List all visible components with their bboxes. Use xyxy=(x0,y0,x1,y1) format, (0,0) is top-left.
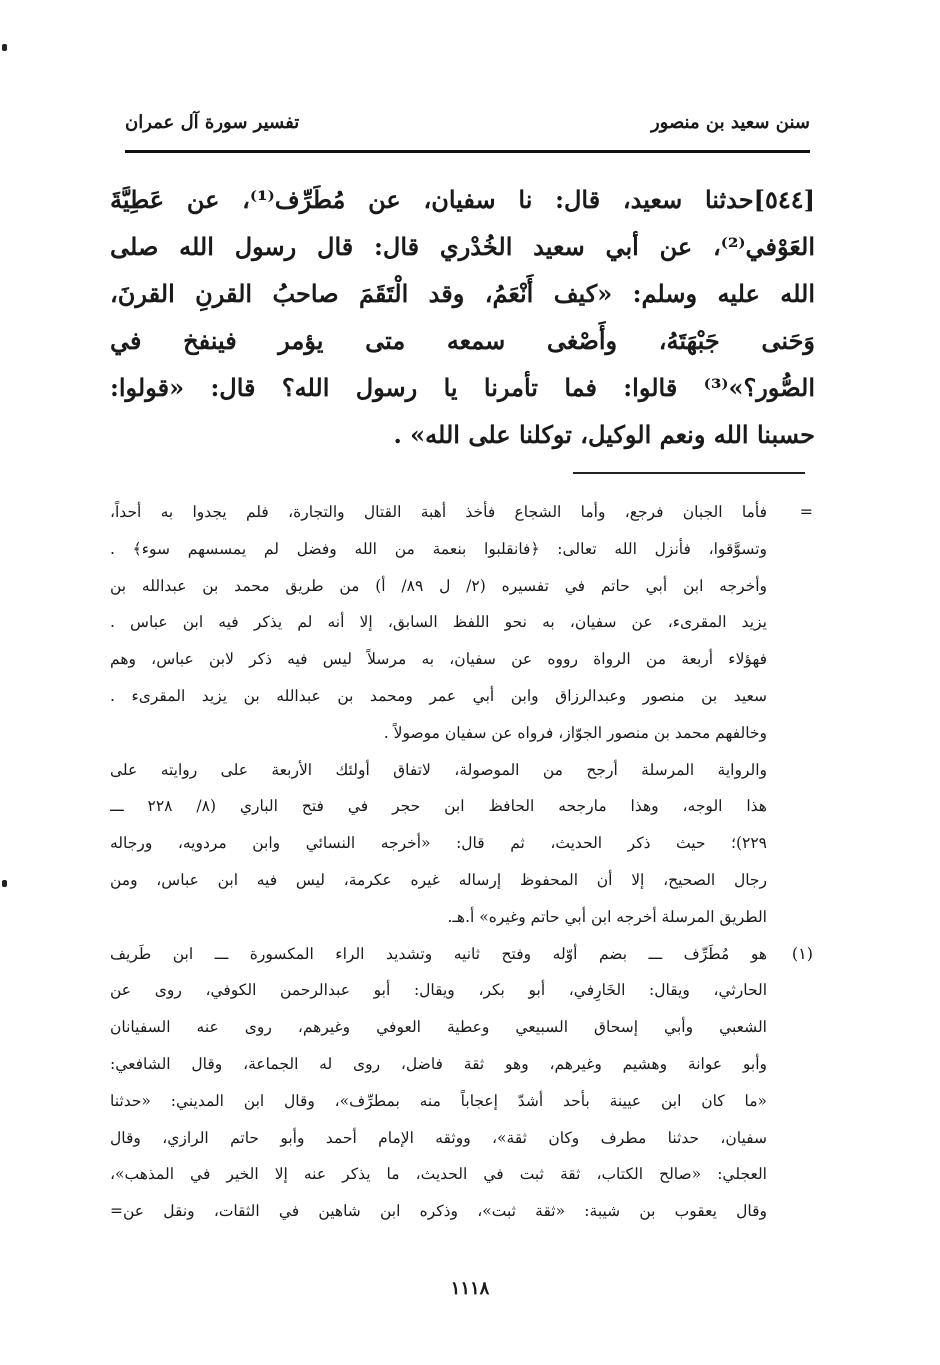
section-title: تفسير سورة آل عمران xyxy=(125,112,300,133)
footnote-line: الطريق المرسلة أخرجه ابن أبي حاتم وغيره» أ.هـ. xyxy=(447,907,767,926)
page-number: ١١١٨ xyxy=(450,1278,490,1299)
footnote-line: وتسوَّقوا، فأنزل الله تعالى: ﴿فانقلبوا بنعمة من الله وفضل لم يمسسهم سوء﴾ . xyxy=(110,539,767,558)
continuation-marker: = xyxy=(799,502,813,521)
header-rule xyxy=(125,150,810,153)
hadith-line: وَحَنى جَبْهَتَهُ، وأَصْغى سمعه متى يؤمر فينفخ في xyxy=(110,326,815,355)
footnotes xyxy=(110,494,815,1230)
footnote-line: وأخرجه ابن أبي حاتم في تفسيره (٢/ ل ٨٩/ أ) من طريق محمد بن عبدالله بن xyxy=(110,576,768,595)
hadith-line: العَوْفي⁽²⁾، عن أبي سعيد الخُدْري قال: قال رسول الله صلى xyxy=(110,232,815,261)
footnote-line: ٢٢٩)؛ حيث ذكر الحديث، ثم قال: «أخرجه النسائي وابن مردويه، ورجاله xyxy=(110,834,767,853)
footnote-line: «ما كان ابن عيينة بأحد أشدّ إعجاباً منه بمطرِّف»، وقال ابن المديني: «حدثنا xyxy=(110,1091,767,1110)
scan-speck xyxy=(2,880,7,887)
footnote-line: سفيان، حدثنا مطرف وكان ثقة»، ووثقه الإمام أحمد وأبو حاتم الرازي، وقال xyxy=(110,1128,767,1147)
footnote-separator xyxy=(573,472,805,474)
footnote-line: (١) هو مُطَرِّف ـــ بضم أوّله وفتح ثانيه وتشديد الراء المكسورة ـــ ابن طَريف xyxy=(110,936,815,973)
footnote-line: الشعبي وأبي إسحاق السبيعي وعطية العوفي وغيرهم، روى عنه السفيانان xyxy=(110,1018,767,1037)
footnote-line: الحارثي، ويقال: الخَارِفي، أبو بكر، ويقال: أبو عبدالرحمن الكوفي، روى عن xyxy=(110,981,767,1000)
scan-speck xyxy=(2,44,7,51)
footnote-line: فهؤلاء أربعة من الرواة رووه عن سفيان، به مرسلاً ليس فيه ذكر لابن عباس، وهم xyxy=(110,650,767,669)
hadith-line: حسبنا الله ونعم الوكيل، توكلنا على الله» . xyxy=(393,420,815,449)
hadith-544 xyxy=(110,176,815,458)
footnote-line: سعيد بن منصور وعبدالرزاق وابن أبي عمر ومحمد بن عبدالله بن يزيد المقرىء . xyxy=(110,686,767,705)
footnote-marker: (١) xyxy=(791,943,813,963)
book-title: سنن سعيد بن منصور xyxy=(650,112,810,133)
footnote-line: والرواية المرسلة أرجح من الموصولة، لاتفاق أولئك الأربعة على روايته على xyxy=(110,760,767,779)
footnote-line: = فأما الجبان فرجع، وأما الشجاع فأخذ أهبة القتال والتجارة، فلم يجدوا به أحداً، xyxy=(110,494,815,531)
footnote-line: وأبو عوانة وهشيم وغيرهم، وهو ثقة فاضل، روى له الجماعة، وقال الشافعي: xyxy=(110,1054,767,1073)
hadith-number: [٥٤٤] xyxy=(753,185,815,214)
footnote-line: رجال الصحيح، إلا أن المحفوظ إرساله غيره عكرمة، ليس فيه ابن عباس، ومن xyxy=(110,870,767,889)
footnote-line: وقال يعقوب بن شيبة: «ثقة ثبت»، وذكره ابن شاهين في الثقات، ونقل عن= xyxy=(110,1202,767,1221)
running-header xyxy=(125,112,810,136)
hadith-line: الصُّور؟»⁽³⁾ قالوا: فما تأمرنا يا رسول الله؟ قال: «قولوا: xyxy=(110,373,815,402)
footnote-line: هذا الوجه، وهذا مارجحه الحافظ ابن حجر في فتح الباري (٨/ ٢٢٨ ـــ xyxy=(110,797,767,816)
footnote-line: العجلي: «صالح الكتاب، ثقة ثبت في الحديث، ما يذكر عنه إلا الخير في المذهب»، xyxy=(110,1165,767,1184)
footnote-line: وخالفهم محمد بن منصور الجوّاز، فرواه عن سفيان موصولاً . xyxy=(383,723,767,742)
footnote-line: يزيد المقرىء، عن سفيان، به نحو اللفظ السابق، إلا أنه لم يذكر فيه ابن عباس . xyxy=(110,613,767,632)
hadith-line: [٥٤٤]حدثنا سعيد، قال: نا سفيان، عن مُطَرِّف⁽¹⁾، عن عَطِيَّةَ xyxy=(110,185,815,214)
hadith-line: الله عليه وسلم: «كيف أَنْعَمُ، وقد الْتَقَمَ صاحبُ القرنِ القرنَ، xyxy=(110,279,815,308)
